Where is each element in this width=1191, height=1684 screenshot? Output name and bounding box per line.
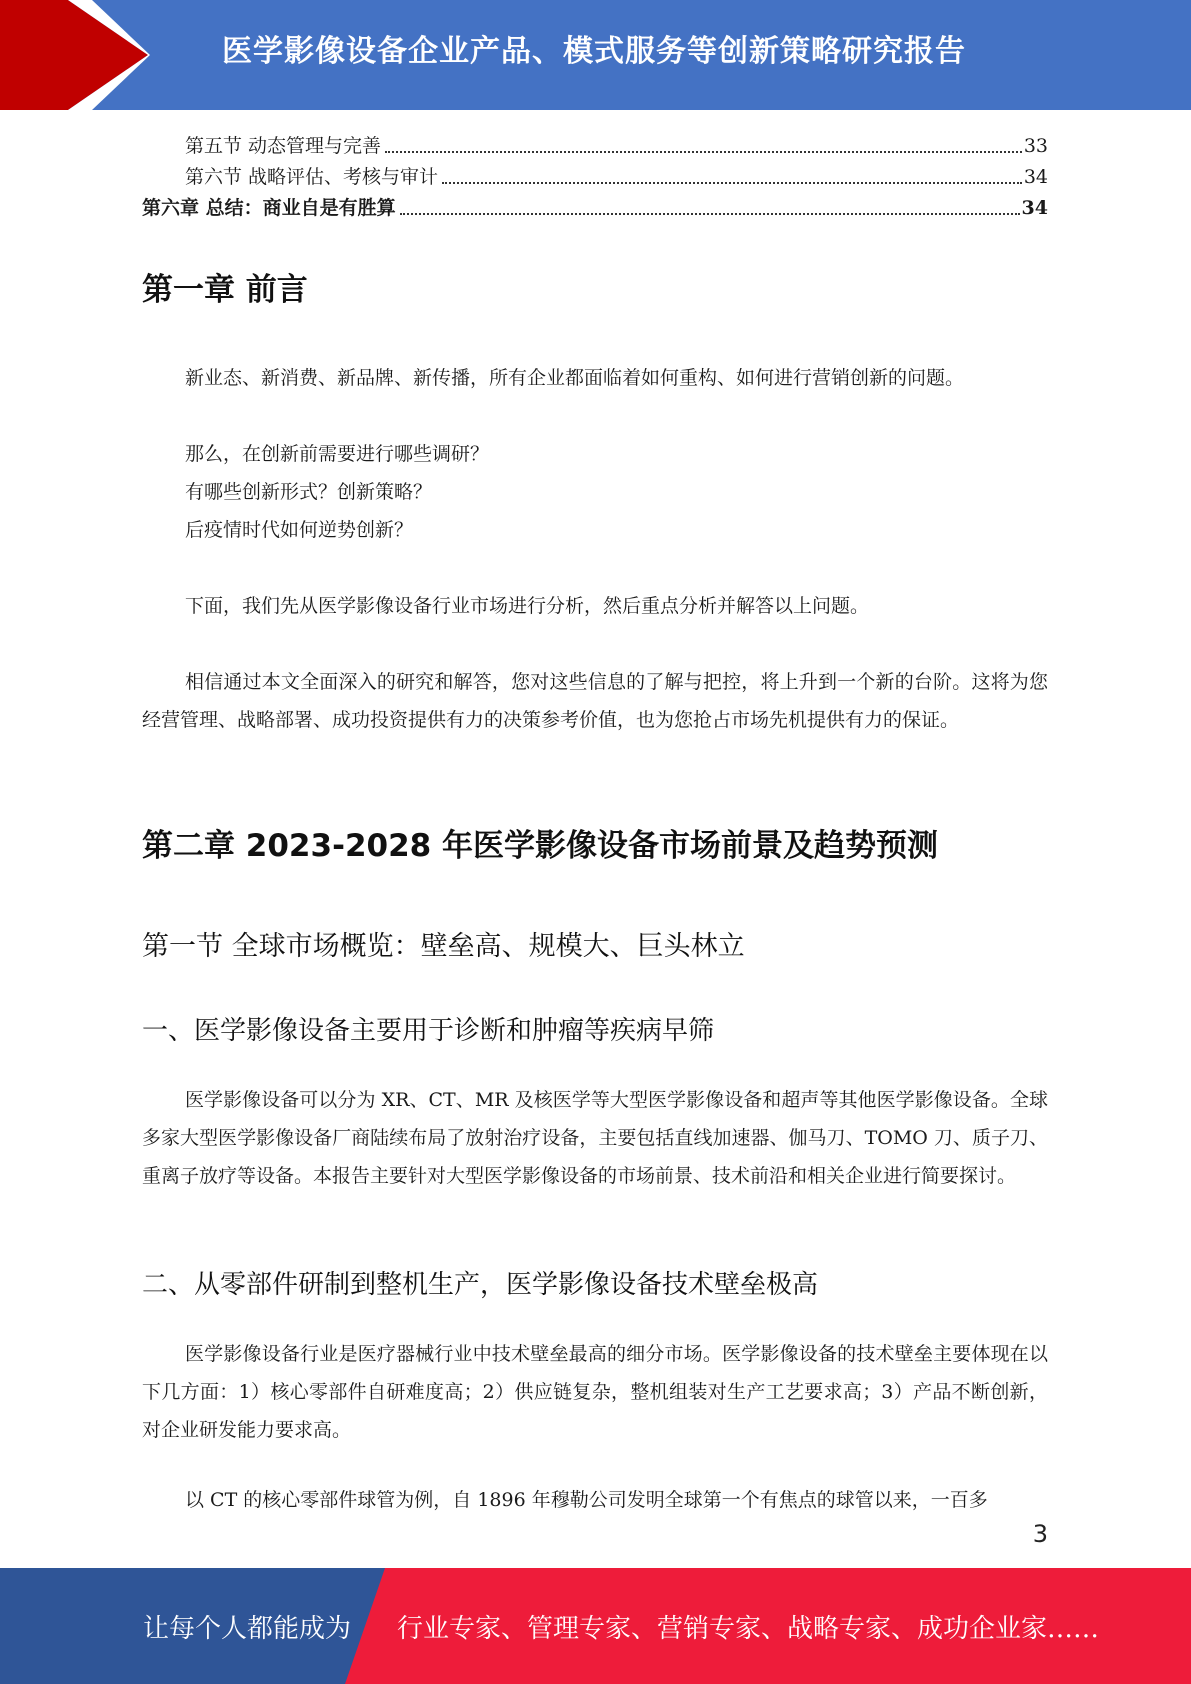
toc-leader-dots [385,151,1022,153]
section-heading: 第一节 全球市场概览：壁垒高、规模大、巨头林立 [142,931,745,962]
paragraph: 相信通过本文全面深入的研究和解答，您对这些信息的了解与把控，将上升到一个新的台阶。这将为您经营管理、战略部署、成功投资提供有力的决策参考价值，也为您抢占市场先机提供有力的保证。 [142,671,1048,731]
question-line: 有哪些创新形式？创新策略？ [185,481,433,503]
paragraph: 新业态、新消费、新品牌、新传播，所有企业都面临着如何重构、如何进行营销创新的问题。 [185,367,965,389]
toc-entry-label: 第六节 战略评估、考核与审计 [185,166,439,188]
question-line: 那么，在创新前需要进行哪些调研？ [185,443,490,465]
toc-entry-chapter[interactable] [142,190,1048,220]
paragraph: 下面，我们先从医学影像设备行业市场进行分析，然后重点分析并解答以上问题。 [185,595,870,617]
chapter-1-heading: 第一章 前言 [142,272,308,308]
footer-slogan-right: 行业专家、管理专家、营销专家、战略专家、成功企业家…… [397,1614,1100,1644]
footer-slogan-left: 让每个人都能成为 [143,1614,352,1644]
paragraph: 医学影像设备可以分为 XR、CT、MR 及核医学等大型医学影像设备和超声等其他医学影像设备。全球多家大型医学影像设备厂商陆续布局了放射治疗设备，主要包括直线加速器、伽马刀、TOMO 刀、质子刀、重离子放疗等设备。本报告主要针对大型医学影像设备的市场前景、技术前沿和相关企业进行简要探讨。 [142,1089,1048,1187]
page-header [0,0,1191,110]
toc-entry-page: 34 [1021,197,1048,219]
toc-entry-label: 第五节 动态管理与完善 [185,135,382,157]
subsection-heading: 二、从零部件研制到整机生产，医学影像设备技术壁垒极高 [142,1270,819,1300]
question-line: 后疫情时代如何逆势创新？ [185,519,414,541]
page-number: 3 [1032,1520,1048,1548]
subsection-heading: 一、医学影像设备主要用于诊断和肿瘤等疾病早筛 [142,1016,715,1046]
page-footer [0,1568,1191,1684]
toc-entry[interactable] [142,128,1048,158]
toc-leader-dots [442,182,1022,184]
toc-leader-dots [400,213,1020,215]
chapter-2-heading: 第二章 2023-2028 年医学影像设备市场前景及趋势预测 [142,828,939,864]
toc-entry-page: 33 [1023,135,1048,157]
paragraph: 以 CT 的核心零部件球管为例，自 1896 年穆勒公司发明全球第一个有焦点的球管以来，一百多 [185,1489,988,1511]
report-title: 医学影像设备企业产品、模式服务等创新策略研究报告 [222,34,966,69]
toc-entry-page: 34 [1023,166,1048,188]
toc-entry-label: 第六章 总结：商业自是有胜算 [142,197,396,219]
toc-entry[interactable] [142,159,1048,189]
paragraph: 医学影像设备行业是医疗器械行业中技术壁垒最高的细分市场。医学影像设备的技术壁垒主要体现在以下几方面：1）核心零部件自研难度高；2）供应链复杂，整机组装对生产工艺要求高；3）产品不断创新，对企业研发能力要求高。 [142,1343,1048,1441]
